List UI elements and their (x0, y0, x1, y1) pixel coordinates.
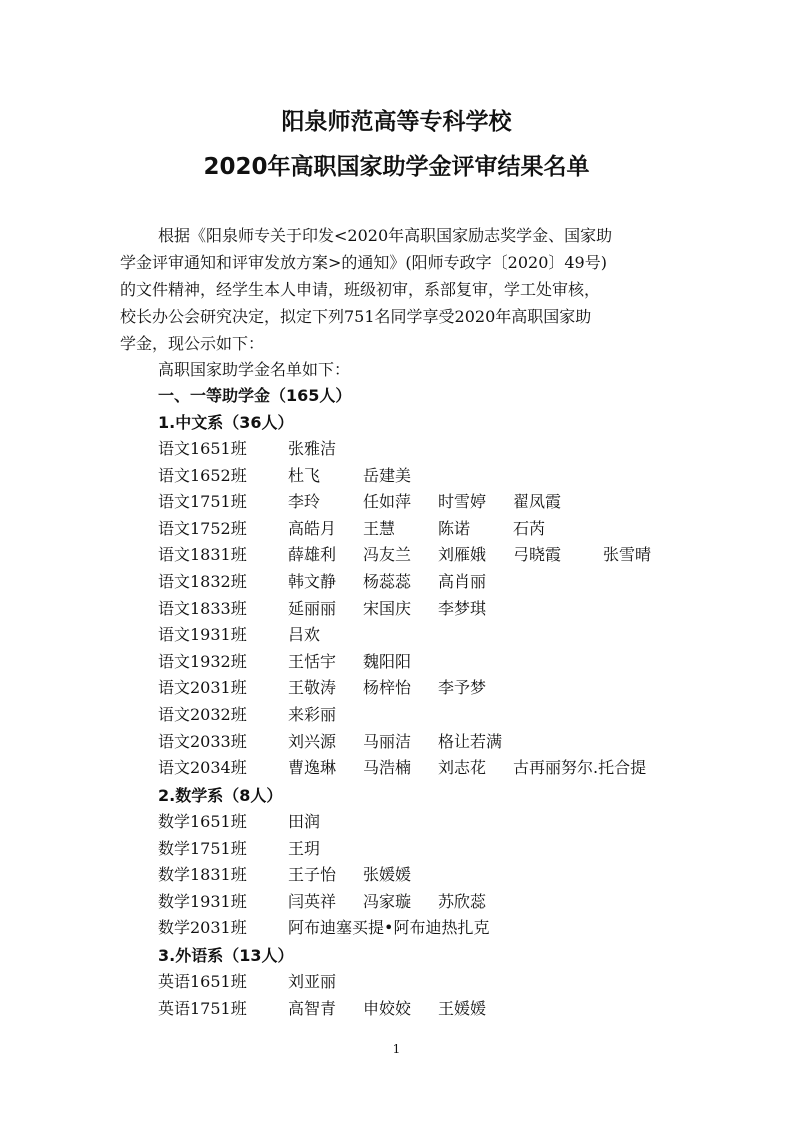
class-name: 语文1752班 (158, 518, 247, 538)
student-name: 宋国庆 (363, 598, 412, 618)
student-name: 王慧 (363, 518, 396, 538)
class-name: 数学1651班 (158, 812, 247, 831)
student-name: 阿布迪塞买提•阿布迪热扎克 (288, 918, 490, 938)
dept-heading-foreign: 3.外语系（13人） (158, 946, 294, 965)
student-name: 李玲 (288, 492, 321, 512)
intro-line-1: 根据《阳泉师专关于印发<2020年高职国家励志奖学金、国家助 (158, 226, 613, 245)
student-name: 任如萍 (363, 492, 412, 512)
student-name: 高肖丽 (438, 572, 487, 591)
class-name: 语文2033班 (158, 731, 247, 751)
student-name: 张雪晴 (603, 545, 652, 565)
student-name: 冯友兰 (363, 545, 412, 565)
intro-line-2: 学金评审通知和评审发放方案>的通知》(阳师专政字〔2020〕49号) (120, 253, 607, 272)
student-name: 刘亚丽 (288, 972, 337, 991)
student-name: 马浩楠 (363, 758, 412, 778)
class-name: 数学1751班 (158, 838, 247, 858)
student-name: 苏欣蕊 (438, 891, 487, 911)
class-name: 语文1831班 (158, 545, 247, 565)
class-name: 语文2034班 (158, 758, 247, 778)
student-name: 刘雁娥 (438, 545, 487, 565)
dept-heading-chinese: 1.中文系（36人） (158, 413, 294, 432)
class-name: 语文2032班 (158, 705, 247, 724)
student-name: 薛雄利 (288, 545, 337, 565)
student-name: 王玥 (288, 838, 321, 858)
class-name: 语文1751班 (158, 492, 247, 512)
intro-line-5: 学金，现公示如下： (120, 334, 265, 353)
class-name: 数学2031班 (158, 918, 247, 938)
student-name: 李梦琪 (438, 598, 487, 618)
page-number: 1 (392, 1042, 401, 1056)
student-name: 曹逸琳 (288, 758, 337, 778)
student-name: 冯家璇 (363, 891, 412, 911)
class-name: 语文1651班 (158, 439, 247, 458)
student-name: 魏阳阳 (363, 651, 412, 671)
student-name: 田润 (288, 812, 321, 831)
class-name: 语文1652班 (158, 465, 247, 485)
student-name: 时雪婷 (438, 492, 487, 512)
student-name: 杨蕊蕊 (363, 572, 412, 591)
document-subtitle: 2020年高职国家助学金评审结果名单 (203, 154, 590, 180)
student-name: 来彩丽 (288, 705, 337, 724)
class-name: 语文1931班 (158, 625, 247, 645)
student-name: 李予梦 (438, 678, 487, 698)
student-name: 杜飞 (288, 465, 321, 485)
student-name: 张雅洁 (288, 439, 337, 458)
level-heading: 一、一等助学金（165人） (158, 386, 352, 405)
student-name: 翟凤霞 (513, 492, 562, 512)
dept-heading-math: 2.数学系（8人） (158, 786, 283, 805)
intro-line-3: 的文件精神，经学生本人申请，班级初审，系部复审，学工处审核， (120, 280, 601, 299)
student-name: 延丽丽 (288, 598, 337, 618)
student-name: 张媛媛 (363, 865, 412, 885)
student-name: 韩文静 (288, 572, 337, 591)
student-name: 马丽洁 (363, 731, 412, 751)
class-name: 语文2031班 (158, 678, 247, 698)
student-name: 吕欢 (288, 625, 321, 645)
student-name: 王媛媛 (438, 998, 487, 1018)
student-name: 申姣姣 (363, 998, 412, 1018)
class-name: 英语1651班 (158, 972, 247, 991)
student-name: 高智青 (288, 998, 337, 1018)
student-name: 杨梓怡 (363, 678, 412, 698)
intro-line-4: 校长办公会研究决定，拟定下列751名同学享受2020年高职国家助 (120, 307, 592, 326)
class-name: 语文1932班 (158, 651, 247, 671)
class-name: 英语1751班 (158, 998, 247, 1018)
list-intro: 高职国家助学金名单如下： (158, 360, 351, 379)
student-name: 刘志花 (438, 758, 487, 778)
student-name: 王恬宇 (288, 651, 337, 671)
student-name: 石芮 (513, 518, 546, 538)
class-name: 数学1931班 (158, 891, 247, 911)
class-name: 数学1831班 (158, 865, 247, 885)
student-name: 岳建美 (363, 465, 412, 485)
student-name: 古再丽努尔.托合提 (513, 758, 647, 778)
student-name: 王子怡 (288, 865, 337, 885)
student-name: 王敬涛 (288, 678, 337, 698)
student-name: 陈诺 (438, 518, 471, 538)
document-title: 阳泉师范高等专科学校 (281, 109, 512, 135)
student-name: 刘兴源 (288, 731, 337, 751)
student-name: 高皓月 (288, 518, 337, 538)
student-name: 格让若满 (438, 731, 503, 751)
class-name: 语文1832班 (158, 572, 247, 591)
student-name: 弓晓霞 (513, 545, 562, 565)
student-name: 闫英祥 (288, 891, 337, 911)
class-name: 语文1833班 (158, 598, 247, 618)
